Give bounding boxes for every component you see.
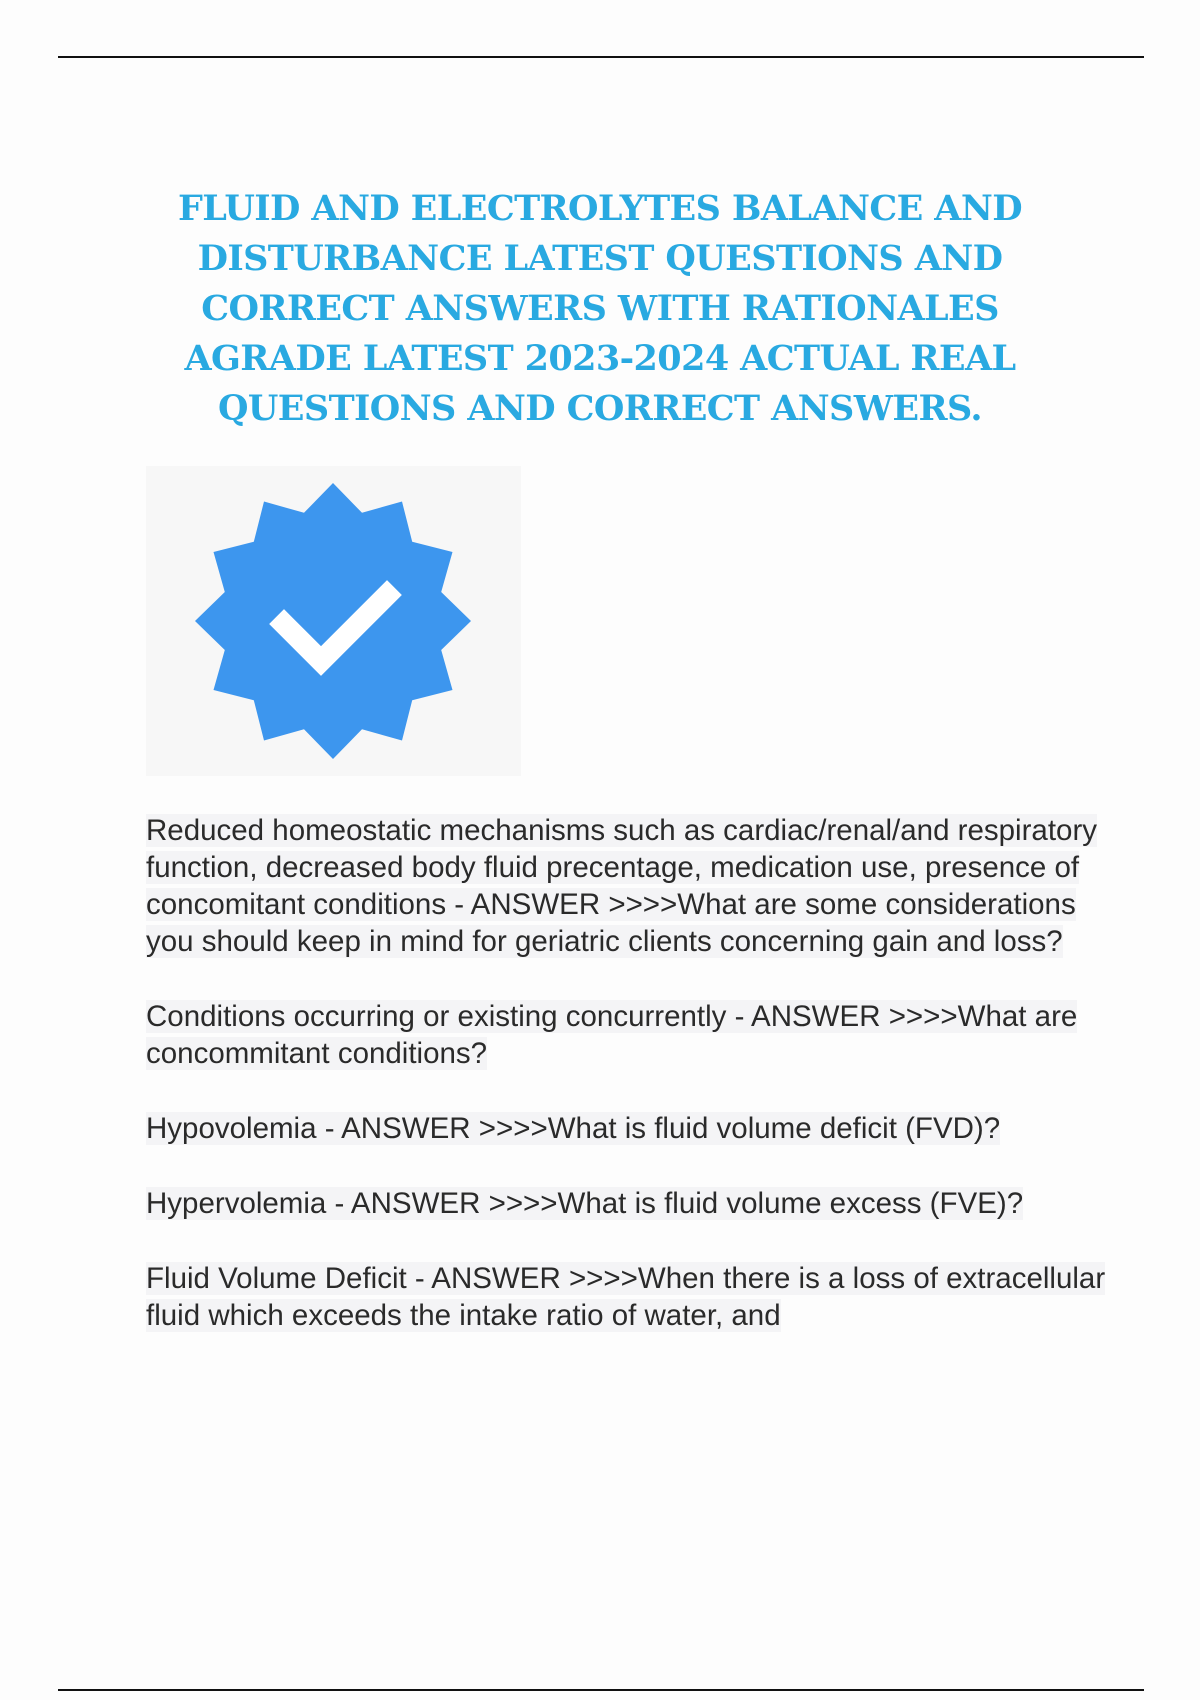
verified-badge-image [146, 466, 521, 776]
footer-rule [58, 1689, 1144, 1691]
qa-item-text: Hypovolemia - ANSWER >>>>What is fluid volume deficit (FVD)? [146, 1112, 1001, 1145]
qa-item [146, 1185, 1106, 1222]
qa-item [146, 812, 1106, 960]
qa-item [146, 1260, 1106, 1334]
badge-star-shape [195, 483, 471, 759]
qa-item-text: Hypervolemia - ANSWER >>>>What is fluid volume excess (FVE)? [146, 1187, 1024, 1220]
qa-list [146, 812, 1106, 1372]
document-title: FLUID AND ELECTROLYTES BALANCE AND DISTURBANCE LATEST QUESTIONS AND CORRECT ANSWERS WITH RATIONALES AGRADE LATEST 2023-2024 ACTUAL REAL QUESTIONS AND CORRECT ANSWERS. [178, 188, 1022, 429]
qa-item-text: Conditions occurring or existing concurrently - ANSWER >>>>What are concommitant conditions? [146, 1000, 1078, 1070]
qa-item-text: Fluid Volume Deficit - ANSWER >>>>When there is a loss of extracellular fluid which exceeds the intake ratio of water, and [146, 1262, 1106, 1332]
header-rule [58, 56, 1144, 58]
qa-item [146, 1110, 1106, 1147]
verified-check-badge-icon [146, 466, 521, 776]
qa-item [146, 998, 1106, 1072]
qa-item-text: Reduced homeostatic mechanisms such as cardiac/renal/and respiratory function, decreased body fluid precentage, medication use, presence of concomitant conditions - ANSWER >>>>What are some considerations you should keep in mind for geriatric clients concerning gain and loss? [146, 814, 1098, 958]
